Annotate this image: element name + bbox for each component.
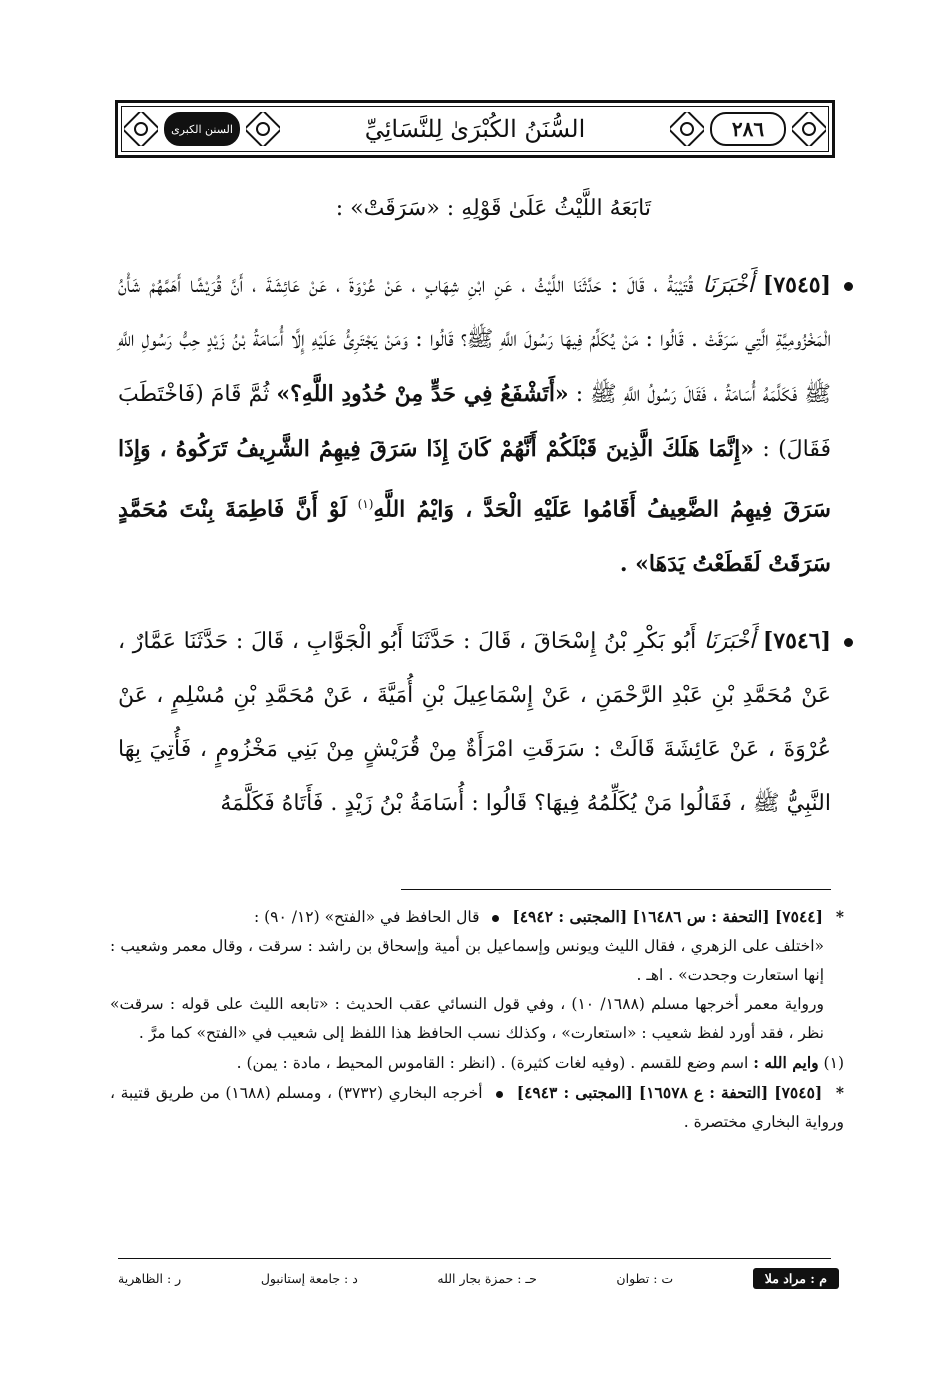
note-para: ورواية معمر أخرجها مسلم (١٦٨٨/ ١٠) ، وفي قول النسائي عقب الحديث : «تابعه الليث على قوله : سرقت» نظر ، فقد أورد لفظ شعيب : «استعارت» ، وكذلك نسب الحافظ هذا اللفظ إلى شعيب في «الفتح» كما مرَّ . [110, 995, 824, 1042]
dot-icon [492, 915, 499, 922]
prophet-quote: «إِنَّمَا هَلَكَ الَّذِينَ قَبْلَكُمْ أَنَّهُمْ كَانَ إِذَا سَرَقَ فِيهِمُ الشَّرِيفُ تَرَكُوهُ ، وَإِذَا سَرَقَ فِيهِمُ الضَّعِيفُ أَقَامُوا عَلَيْهِ الْحَدَّ ، وَايْمُ اللَّهِ [118, 436, 831, 523]
page-number: ٢٨٦ [710, 112, 786, 146]
knot-ornament-icon [124, 112, 158, 146]
hadith-text: قُتَيْبَةُ ، قَالَ : حَدَّثَنَا اللَّيْثُ ، عَنِ ابْنِ شِهَابٍ ، عَنْ عُرْوَةَ ، عَنْ عَائِشَةَ ، أَنَّ قُرَيْشًا أَهَمَّهُمْ شَأْنُ الْمَخْزُومِيَّةِ الَّتِي سَرَقَتْ . قَالُوا : مَنْ يُكَلِّمُ فِيهَا رَسُولَ اللَّهِ ﷺ؟ قَالُوا : وَمَنْ يَجْتَرِئُ عَلَيْهِ إِلَّا أُسَامَةُ بْنُ زَيْدٍ حِبُّ رَسُولِ اللَّهِ ﷺ فَكَلَّمَهُ أُسَامَةُ ، فَقَالَ رَسُولُ اللَّهِ ﷺ : [118, 273, 831, 407]
bullet-icon [844, 282, 853, 291]
ms-murad-molla: م : مراد ملا [753, 1268, 839, 1289]
book-title: السُّنَنُ الكُبْرَىٰ لِلنَّسَائِيِّ [364, 115, 586, 143]
note-quote: «اختلف على الزهري ، فقال الليث ويونس وإسماعيل بن أمية وإسحاق بن راشد : سرقت ، وقال معمر وشعيب : إنها استعارت وجحدت» . اهـ . [110, 937, 824, 984]
header-left-ornament [124, 112, 280, 146]
hadith-number: [٧٥٤٥] [762, 272, 831, 298]
footnote-number: (١) [823, 1054, 844, 1072]
bottom-divider [118, 1258, 831, 1259]
footnote-divider [401, 889, 831, 890]
ms-hamza: حـ : حمزة بجار الله [437, 1271, 537, 1286]
note-7544 [110, 902, 844, 932]
main-text [118, 182, 831, 853]
ms-tetouan: ت : تطوان [616, 1271, 674, 1286]
hadith-number: [٧٥٤٦] [762, 628, 831, 655]
dot-icon [496, 1091, 503, 1098]
hadith-text: ثُمَّ قَامَ (فَاخْتَطَبَ فَقَالَ) : [118, 382, 831, 462]
hadith-text: أَبُو بَكْرِ بْنُ إِسْحَاقَ ، قَالَ : حَدَّثَنَا أَبُو الْجَوَّابِ ، قَالَ : حَدَّثَنَا عَمَّارٌ ، عَنْ مُحَمَّدِ بْنِ عَبْدِ الرَّحْمَنِ ، عَنْ إِسْمَاعِيلَ بْنِ أُمَيَّةَ ، عَنْ مُحَمَّدِ بْنِ مُسْلِمٍ ، عَنْ عُرْوَةَ ، عَنْ عَائِشَةَ قَالَتْ : سَرَقَتِ امْرَأَةٌ مِنْ قُرَيْشٍ مِنْ بَنِي مَخْزُومٍ ، فَأُتِيَ بِهَا النَّبِيُّ ﷺ ، فَقَالُوا مَنْ يُكَلِّمُهُ فِيهَا؟ قَالُوا : أُسَامَةُ بْنُ زَيْدٍ . فَأَتَاهُ فَكَلَّمَهُ [118, 629, 831, 817]
page-header [115, 100, 835, 158]
manuscript-legend [118, 1268, 839, 1289]
section-subhead: تَابَعَهُ اللَّيْثُ عَلَىٰ قَوْلِهِ : «سَرَقَتْ» : [335, 196, 651, 221]
ms-zahiriyya: ر : الظاهرية [118, 1271, 182, 1286]
akhbarana: أَخْبَرَنَا [702, 273, 754, 298]
knot-ornament-icon [792, 112, 826, 146]
prophet-quote: لَوْ أَنَّ فَاطِمَةَ بِنْتَ مُحَمَّدٍ سَرَقَتْ لَقَطَعْتُ يَدَهَا» . [118, 496, 831, 578]
note-7545 [110, 1078, 844, 1137]
knot-ornament-icon [246, 112, 280, 146]
footnotes [110, 902, 844, 1137]
akhbarana: أَخْبَرَنَا [703, 629, 756, 655]
bullet-icon [844, 638, 853, 647]
footnote-text: اسم وضع للقسم . (وفيه لغات كثيرة) . (انظر : القاموس المحيط ، مادة : يمن) . [236, 1054, 749, 1072]
star-icon: * [835, 907, 844, 926]
note-text: أخرجه البخاري (٣٧٣٢) ، ومسلم (١٦٨٨) من طريق قتيبة ، ورواية البخاري مختصرة . [110, 1084, 844, 1131]
footnote-1 [110, 1048, 844, 1078]
hadith-7546 [118, 614, 831, 831]
footnote-ref: (١) [357, 497, 374, 511]
note-text: قال الحافظ في «الفتح» (١٢/ ٩٠) : [253, 908, 480, 926]
note-head: [٧٥٤٥] [التحفة : ع ١٦٥٧٨] [المجتبى : ٤٩٤٣] [516, 1083, 823, 1102]
book-seal: السنن الكبرى [164, 112, 240, 146]
knot-ornament-icon [670, 112, 704, 146]
footnote-term: وايم الله : [753, 1053, 819, 1072]
prophet-quote: «أَتَشْفَعُ فِي حَدٍّ مِنْ حُدُودِ اللَّهِ؟» [276, 381, 569, 407]
hadith-7545 [118, 258, 831, 592]
ms-istanbul: د : جامعة إستانبول [260, 1271, 358, 1286]
note-head: [٧٥٤٤] [التحفة : س ١٦٤٨٦] [المجتبى : ٤٩٤٢] [512, 907, 823, 926]
star-icon: * [835, 1083, 844, 1102]
header-right-ornament [670, 112, 826, 146]
